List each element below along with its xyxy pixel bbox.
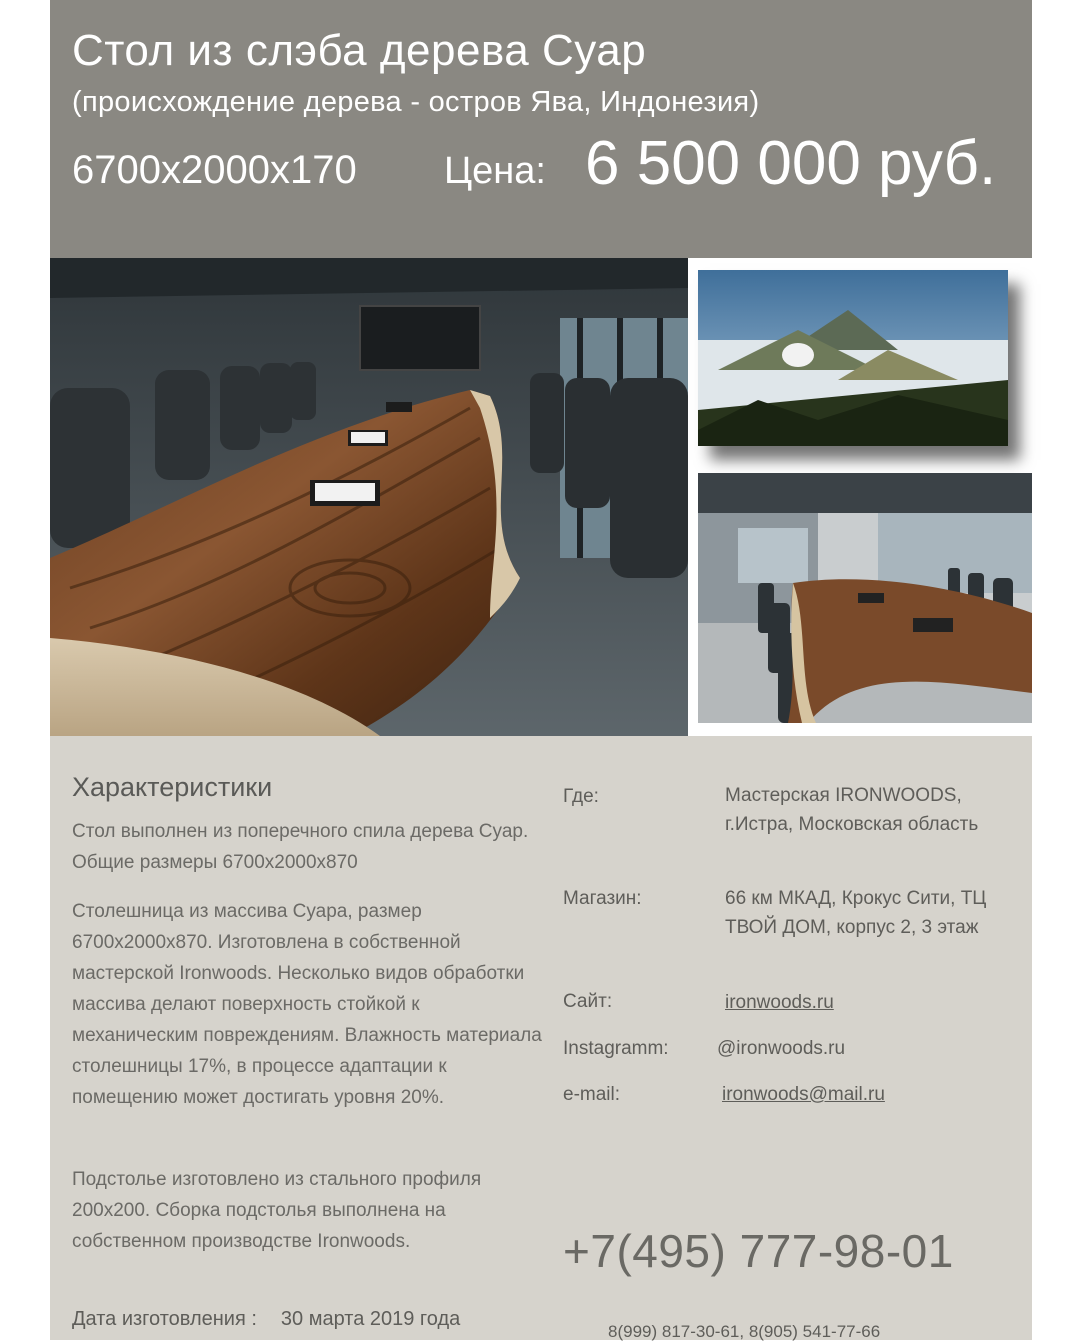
details-section (50, 736, 1032, 1340)
product-origin: (происхождение дерева - остров Ява, Индонезия) (72, 86, 760, 118)
site-link[interactable]: ironwoods.ru (725, 992, 834, 1013)
specs-paragraph: Столешница из массива Суара, размер 6700x2000x870. Изготовлена в собственной мастерской Ironwoods. Несколько видов обработки массива делают поверхность стойкой к механическим повреждениям. Влажность материала столешницы 17%, в процессе адаптации к помещению может достигать уровня 20%. (72, 901, 542, 1108)
specs-paragraph: Подстолье изготовлено из стального профиля 200x200. Сборка подстолья выполнена на собственном производстве Ironwoods. (72, 1169, 482, 1252)
site-label: Сайт: (563, 991, 613, 1012)
product-title: Стол из слэба дерева Суар (72, 26, 647, 75)
specs-paragraph: Стол выполнен из поперечного спила дерева Суар. Общие размеры 6700x2000x870 (72, 821, 529, 873)
instagram-handle[interactable]: @ironwoods.ru (717, 1038, 846, 1059)
alt-phones[interactable]: 8(999) 817-30-61, 8(905) 541-77-66 (608, 1322, 881, 1341)
conference-room-photo (698, 473, 1032, 723)
manufacture-date (72, 1308, 460, 1331)
manufacture-date-label: Дата изготовления : (72, 1308, 257, 1330)
instagram-label: Instagramm: (563, 1038, 669, 1059)
price-label: Цена: (444, 150, 546, 192)
shop-value: 66 км МКАД, Крокус Сити, ТЦ ТВОЙ ДОМ, корпус 2, 3 этаж (725, 888, 987, 938)
product-dimensions: 6700x2000x170 (72, 148, 357, 192)
price-value: 6 500 000 руб. (585, 129, 997, 198)
manufacture-date-value: 30 марта 2019 года (280, 1308, 461, 1330)
java-landscape-photo (698, 270, 1008, 446)
email-link[interactable]: ironwoods@mail.ru (722, 1084, 885, 1105)
shop-label: Магазин: (563, 888, 642, 909)
where-label: Где: (563, 786, 599, 807)
where-value: Мастерская IRONWOODS, г.Истра, Московская область (725, 785, 979, 835)
email-label: e-mail: (563, 1084, 621, 1105)
specs-heading: Характеристики (72, 772, 273, 802)
main-phone[interactable]: +7(495) 777-98-01 (563, 1225, 954, 1277)
header-banner (50, 0, 1032, 258)
flyer-page (50, 0, 1032, 1340)
main-table-photo (50, 258, 688, 736)
photo-gallery (50, 258, 1032, 736)
